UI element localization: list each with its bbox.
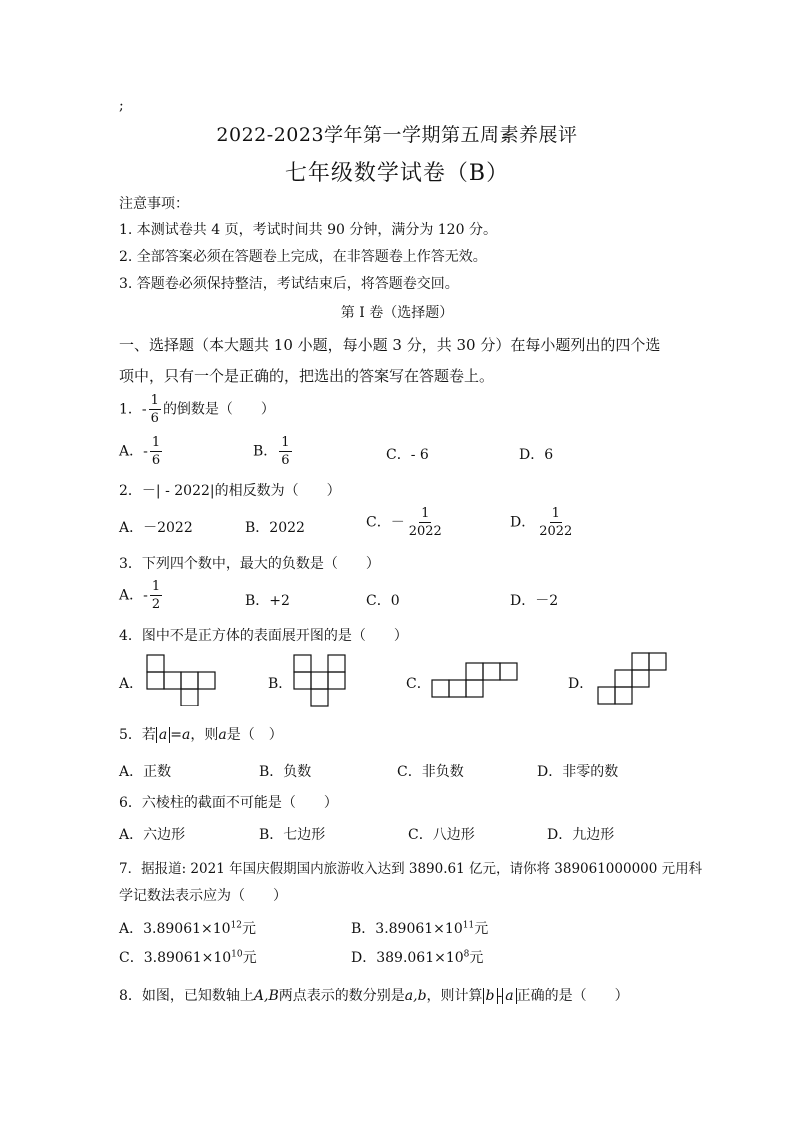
- q2-option-a[interactable]: A．－2022: [119, 520, 193, 536]
- q5-option-d[interactable]: D．非零的数: [537, 764, 619, 780]
- note-item-2: 2. 全部答案必须在答题卷上完成，在非答题卷上作答无效。: [119, 249, 487, 265]
- q4-option-c-label[interactable]: C．: [406, 676, 431, 692]
- question-5-stem: 5．若 a =a，则a是（ ）: [119, 727, 283, 743]
- q7-option-a[interactable]: A．$3.89061\times 10^{12}$元: [119, 920, 257, 937]
- q6-option-d[interactable]: D．九边形: [547, 827, 615, 843]
- q7-option-c[interactable]: C．$3.89061\times 10^{10}$元: [119, 949, 257, 966]
- page-title: 2022-2023学年第一学期第五周素养展评: [216, 124, 578, 146]
- question-2-stem: 2．－| - 2022|的相反数为（ ）: [119, 483, 341, 499]
- question-1-stem: 1．- $\frac{1}{6}$ 的倒数是（ ）: [119, 393, 275, 426]
- part1-title: 第 I 卷（选择题）: [340, 305, 454, 321]
- notes-heading: 注意事项：: [119, 196, 189, 212]
- q3-option-c[interactable]: C．0: [366, 593, 400, 609]
- question-7-line1: 7．据报道: 2021 年国庆假期国内旅游收入达到 3890.61 亿元，请你将 389061000000 元用科: [119, 861, 703, 877]
- q2-option-c[interactable]: C．－ $\frac{1}{2022}$: [366, 506, 442, 539]
- q3-option-a[interactable]: A．- $\frac{1}{2}$: [119, 579, 161, 612]
- question-3-stem: 3．下列四个数中，最大的负数是（ ）: [119, 556, 380, 572]
- q4-net-b[interactable]: [293, 654, 349, 709]
- q1-option-c[interactable]: C．- 6: [386, 447, 429, 463]
- page-subtitle: 七年级数学试卷（B）: [284, 161, 510, 186]
- note-item-3: 3. 答题卷必须保持整洁，考试结束后，将答题卷交回。: [119, 276, 459, 292]
- q6-option-a[interactable]: A．六边形: [119, 827, 186, 843]
- q4-option-a-label[interactable]: A．: [119, 676, 144, 692]
- question-7-line2: 学记数法表示应为（ ）: [119, 888, 287, 904]
- q7-option-d[interactable]: D．$389.061\times 10^8$元: [351, 949, 484, 966]
- q4-option-d-label[interactable]: D．: [568, 676, 594, 692]
- q1-option-b[interactable]: B． $\frac{1}{6}$: [253, 435, 290, 468]
- q2-option-b[interactable]: B．2022: [245, 520, 305, 536]
- q3-option-d[interactable]: D．－2: [510, 593, 559, 609]
- q4-net-c[interactable]: [431, 662, 521, 700]
- q5-option-c[interactable]: C．非负数: [397, 764, 464, 780]
- q4-option-b-label[interactable]: B．: [268, 676, 293, 692]
- q6-option-b[interactable]: B．七边形: [259, 827, 326, 843]
- q2-option-d[interactable]: D． $\frac{1}{2022}$: [510, 506, 573, 539]
- q1-option-d[interactable]: D．6: [519, 447, 554, 463]
- q4-net-a[interactable]: [146, 654, 218, 706]
- stray-semicolon: ;: [119, 98, 124, 114]
- section1-intro-line1: 一、选择题（本大题共 10 小题，每小题 3 分，共 30 分）在每小题列出的四个选: [119, 336, 661, 354]
- q5-option-b[interactable]: B．负数: [259, 764, 312, 780]
- q4-net-d[interactable]: [595, 652, 669, 708]
- question-8-stem: 8．如图，已知数轴上A,B两点表示的数分别是a,b，则计算 b - a 正确的是（ ）: [119, 988, 629, 1004]
- question-6-stem: 6．六棱柱的截面不可能是（ ）: [119, 795, 338, 811]
- q3-option-b[interactable]: B．+2: [245, 593, 290, 609]
- section1-intro-line2: 项中，只有一个是正确的，把选出的答案写在答题卷上。: [119, 367, 495, 385]
- q6-option-c[interactable]: C．八边形: [408, 827, 475, 843]
- q7-option-b[interactable]: B．$3.89061\times 10^{11}$元: [351, 920, 489, 937]
- q5-option-a[interactable]: A．正数: [119, 764, 172, 780]
- q1-option-a[interactable]: A．- $\frac{1}{6}$: [119, 435, 161, 468]
- question-4-stem: 4．图中不是正方体的表面展开图的是（ ）: [119, 628, 408, 644]
- note-item-1: 1. 本测试卷共 4 页，考试时间共 90 分钟，满分为 120 分。: [119, 222, 497, 238]
